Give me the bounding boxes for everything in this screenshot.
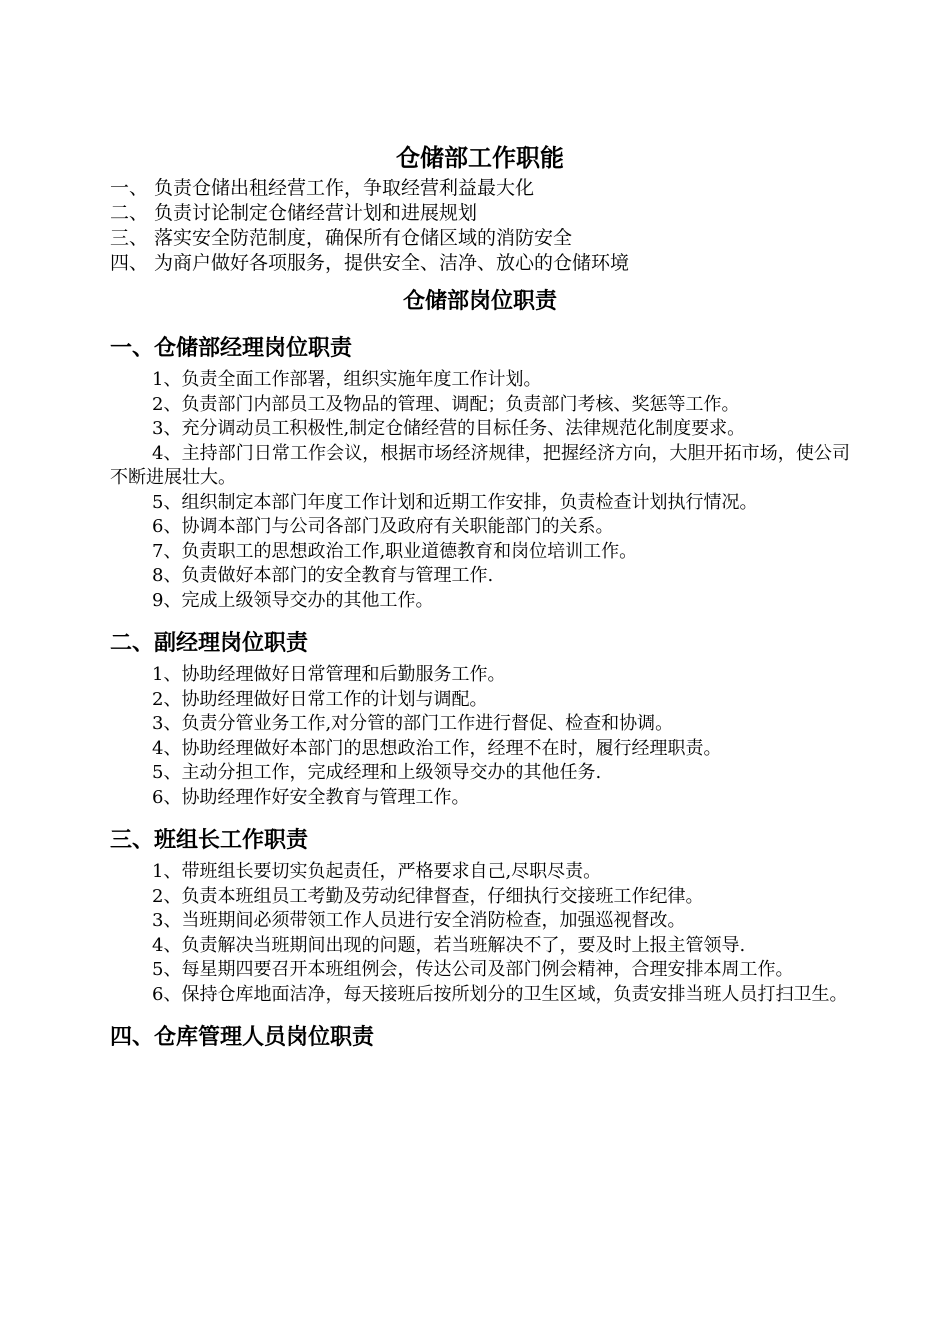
section-title: 三、班组长工作职责 [110, 827, 309, 853]
duty-item: 6、保持仓库地面洁净，每天接班后按所划分的卫生区域，负责安排当班人员打扫卫生。 [152, 983, 848, 1005]
function-item: 二、 负责讨论制定仓储经营计划和进展规划 [110, 202, 478, 224]
function-item: 一、 负责仓储出租经营工作，争取经营利益最大化 [110, 177, 535, 199]
duties-subtitle: 仓储部岗位职责 [402, 288, 557, 314]
duty-item: 9、完成上级领导交办的其他工作。 [152, 589, 434, 611]
function-item: 三、 落实安全防范制度，确保所有仓储区域的消防安全 [110, 227, 573, 249]
duty-item: 4、负责解决当班期间出现的问题，若当班解决不了，要及时上报主管领导. [152, 934, 746, 956]
section-title: 四、仓库管理人员岗位职责 [110, 1024, 375, 1050]
duty-item: 7、负责职工的思想政治工作,职业道德教育和岗位培训工作。 [152, 540, 638, 562]
duty-item: 6、协调本部门与公司各部门及政府有关职能部门的关系。 [152, 516, 614, 537]
section-manager [110, 330, 850, 613]
section-title: 二、副经理岗位职责 [110, 630, 309, 656]
duty-item: 3、充分调动员工积极性,制定仓储经营的目标任务、法律规范化制度要求。 [152, 418, 746, 439]
duty-item: 5、主动分担工作，完成经理和上级领导交办的其他任务. [152, 762, 602, 783]
duty-item: 4、协助经理做好本部门的思想政治工作，经理不在时，履行经理职责。 [152, 737, 722, 759]
document-page [110, 140, 850, 1057]
duty-item: 1、协助经理做好日常管理和后勤服务工作。 [152, 664, 506, 685]
duty-item: 3、负责分管业务工作,对分管的部门工作进行督促、检查和协调。 [152, 713, 674, 734]
section-team-leader [110, 822, 850, 1007]
function-list [110, 176, 850, 276]
function-item: 四、 为商户做好各项服务，提供安全、洁净、放心的仓储环境 [110, 252, 630, 274]
section-title: 一、仓储部经理岗位职责 [110, 335, 353, 361]
document-title: 仓储部工作职能 [396, 143, 564, 172]
duty-item: 2、负责本班组员工考勤及劳动纪律督查，仔细执行交接班工作纪律。 [152, 885, 704, 907]
duty-item: 6、协助经理作好安全教育与管理工作。 [152, 786, 470, 808]
duty-item: 2、协助经理做好日常工作的计划与调配。 [152, 688, 488, 710]
duty-item: 5、组织制定本部门年度工作计划和近期工作安排，负责检查计划执行情况。 [152, 491, 758, 513]
duty-item: 3、当班期间必须带领工作人员进行安全消防检查，加强巡视督改。 [152, 910, 686, 931]
duty-item: 4、主持部门日常工作会议，根据市场经济规律，把握经济方向，大胆开拓市场，使公司不断进展壮大。 [110, 442, 850, 488]
duty-item: 1、负责全面工作部署，组织实施年度工作计划。 [152, 369, 542, 390]
duty-item: 1、带班组长要切实负起责任，严格要求自己,尽职尽责。 [152, 861, 602, 882]
section-deputy-manager [110, 625, 850, 810]
duty-item: 2、负责部门内部员工及物品的管理、调配；负责部门考核、奖惩等工作。 [152, 393, 740, 415]
section-warehouse-staff [110, 1019, 850, 1055]
duty-item: 8、负责做好本部门的安全教育与管理工作. [152, 565, 494, 586]
duty-item: 5、每星期四要召开本班组例会，传达公司及部门例会精神，合理安排本周工作。 [152, 959, 794, 980]
